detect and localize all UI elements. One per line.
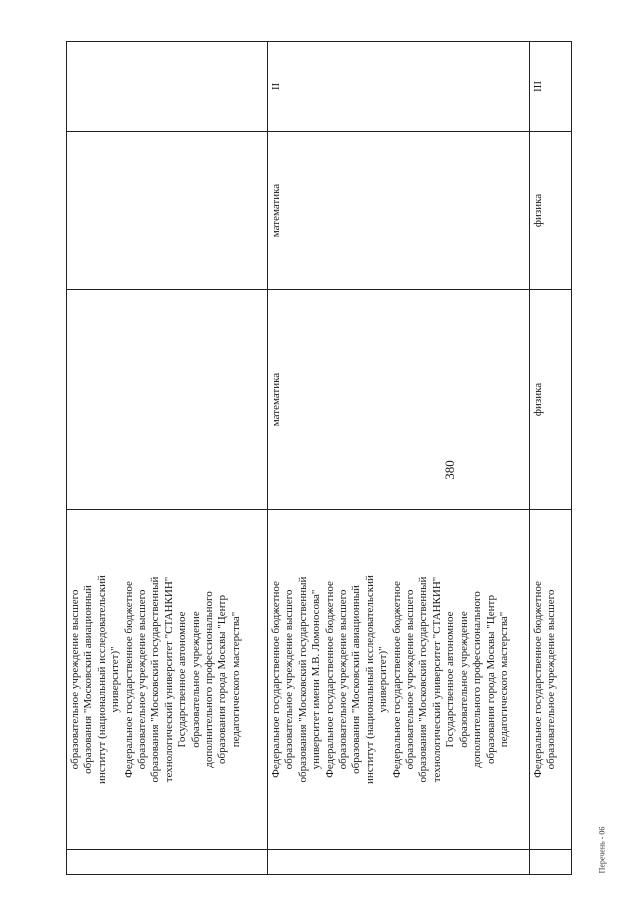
row-number-cell: [268, 850, 530, 875]
level-cell: II: [268, 42, 530, 132]
organization-line: образовательное учреждение: [189, 611, 202, 748]
organization-line: образования города Москвы "Центр: [484, 595, 497, 764]
organization-line: образовательное учреждение высшего: [136, 589, 149, 770]
row-number-cell: [530, 850, 572, 875]
organization-line: образовательное учреждение высшего: [69, 589, 81, 770]
organization-line: технологический университет "СТАНКИН": [162, 576, 175, 783]
organization-line: образования "Московский государственный: [417, 576, 430, 783]
subject-cell: [67, 290, 268, 510]
organization-line: педагогического мастерства": [229, 611, 242, 748]
organization-line: образовательное учреждение высшего: [337, 589, 350, 770]
subject-cell: физика: [530, 290, 572, 510]
organization-line: дополнительного профессионального: [471, 591, 484, 768]
organization-line: образовательное учреждение высшего: [404, 589, 417, 770]
level-cell: III: [530, 42, 572, 132]
organization-line: образования города Москвы "Центр: [216, 595, 229, 764]
organization-line: Федеральное государственное бюджетное: [390, 581, 403, 778]
organization-line: образования "Московский авиационный: [350, 585, 363, 774]
organization-cell: [67, 510, 268, 850]
table-landscape: [66, 42, 571, 875]
profile-subject-cell: [67, 132, 268, 290]
organization-cell: [268, 510, 530, 850]
organization-line: институт (национальный исследовательский: [95, 575, 108, 784]
footer-note: Перечень - 06: [597, 826, 607, 874]
page-number: 380: [442, 460, 457, 480]
organization-line: образовательное учреждение высшего: [545, 589, 558, 770]
organization-line: Государственное автономное: [176, 611, 189, 748]
organization-line: университет имени М.В. Ломоносова": [310, 589, 323, 770]
organization-line: институт (национальный исследовательский: [363, 575, 376, 784]
table-row: [67, 42, 268, 875]
profile-subject-cell: физика: [530, 132, 572, 290]
organization-cell: [530, 510, 572, 850]
organization-line: Федеральное государственное бюджетное: [122, 581, 135, 778]
row-number-cell: [67, 850, 268, 875]
organization-line: педагогического мастерства": [497, 611, 510, 748]
organization-line: дополнительного профессионального: [203, 591, 216, 768]
organization-line: образования "Московский авиационный: [82, 585, 95, 774]
organization-line: Федеральное государственное бюджетное: [532, 581, 544, 778]
organization-line: Федеральное государственное бюджетное: [323, 581, 336, 778]
organization-line: образования "Московский государственный: [296, 576, 309, 783]
organization-line: образовательное учреждение высшего: [283, 589, 296, 770]
organization-line: образования "Московский государственный: [149, 576, 162, 783]
organization-line: образовательное учреждение: [457, 611, 470, 748]
organization-line: университет)": [377, 646, 390, 713]
document-table: [66, 41, 572, 875]
subject-cell: математика: [268, 290, 530, 510]
table-row: [530, 42, 572, 875]
table-row: [268, 42, 530, 875]
organization-line: технологический университет "СТАНКИН": [430, 576, 443, 783]
level-cell: [67, 42, 268, 132]
profile-subject-cell: математика: [268, 132, 530, 290]
organization-line: университет)": [109, 646, 122, 713]
organization-line: Федеральное государственное бюджетное: [270, 581, 282, 778]
table-container: [66, 42, 571, 875]
organization-line: Государственное автономное: [444, 611, 457, 748]
